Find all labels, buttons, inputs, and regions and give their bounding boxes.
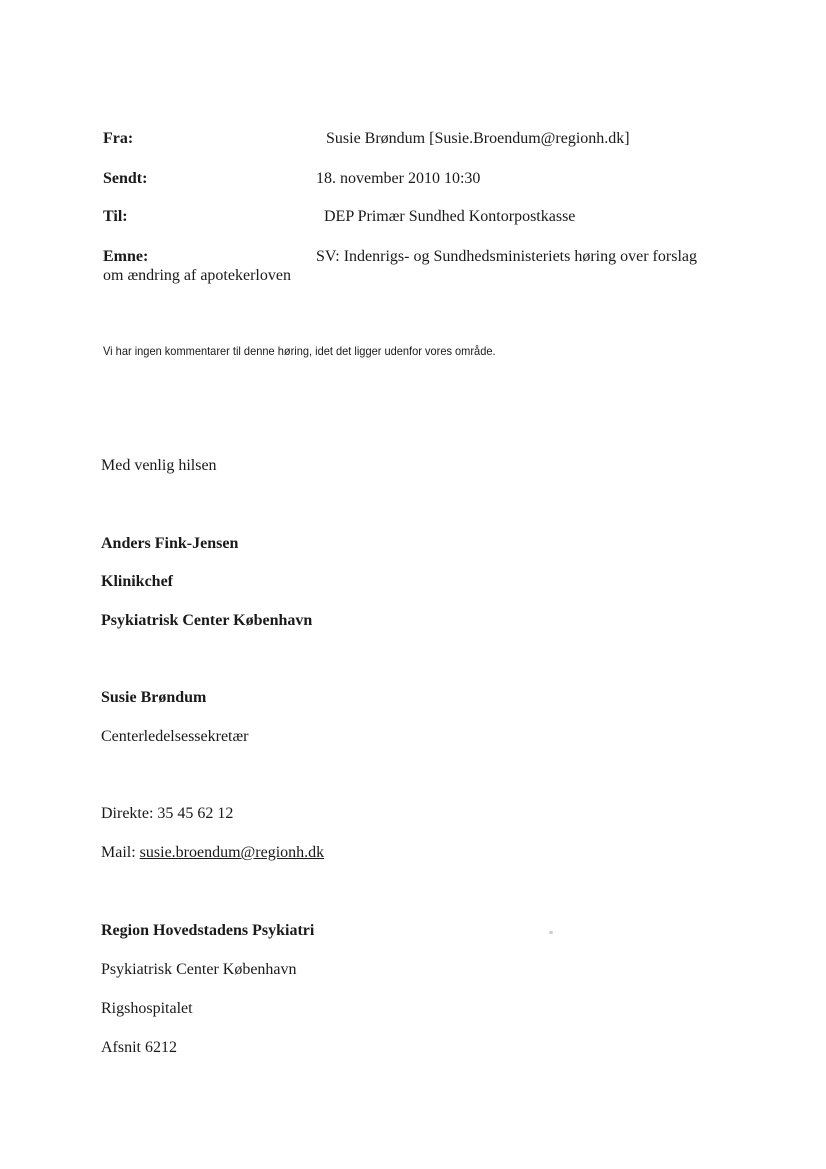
- scan-speck: [549, 931, 553, 934]
- from-value: Susie Brøndum [Susie.Broendum@regionh.dk]: [326, 130, 630, 147]
- sender-title: Klinikchef: [101, 573, 174, 590]
- sent-label: Sendt:: [103, 170, 148, 187]
- to-label: Til:: [103, 208, 128, 225]
- message-body: Vi har ingen kommentarer til denne høring, idet det ligger udenfor vores område.: [103, 344, 496, 358]
- sent-value: 18. november 2010 10:30: [316, 170, 481, 187]
- subject-value: SV: Indenrigs- og Sundhedsministeriets høring over forslag: [316, 248, 697, 265]
- to-value: DEP Primær Sundhed Kontorpostkasse: [324, 208, 576, 225]
- secretary-title: Centerledelsessekretær: [101, 728, 249, 745]
- from-label: Fra:: [103, 130, 134, 147]
- mail-line: [101, 844, 324, 862]
- region-name: Region Hovedstadens Psykiatri: [101, 922, 315, 939]
- secretary-name: Susie Brøndum: [101, 689, 207, 706]
- hospital-name: Rigshospitalet: [101, 1000, 193, 1017]
- section-name: Afsnit 6212: [101, 1039, 177, 1056]
- subject-label: Emne:: [103, 248, 149, 265]
- direct-phone: Direkte: 35 45 62 12: [101, 805, 234, 822]
- sender-org: Psykiatrisk Center København: [101, 612, 313, 629]
- greeting: Med venlig hilsen: [101, 457, 217, 474]
- center-name: Psykiatrisk Center København: [101, 961, 297, 978]
- mail-link[interactable]: susie.broendum@regionh.dk: [139, 844, 325, 861]
- mail-label: Mail:: [101, 844, 140, 861]
- subject-value-continuation: om ændring af apotekerloven: [103, 267, 291, 284]
- sender-name: Anders Fink-Jensen: [101, 535, 239, 552]
